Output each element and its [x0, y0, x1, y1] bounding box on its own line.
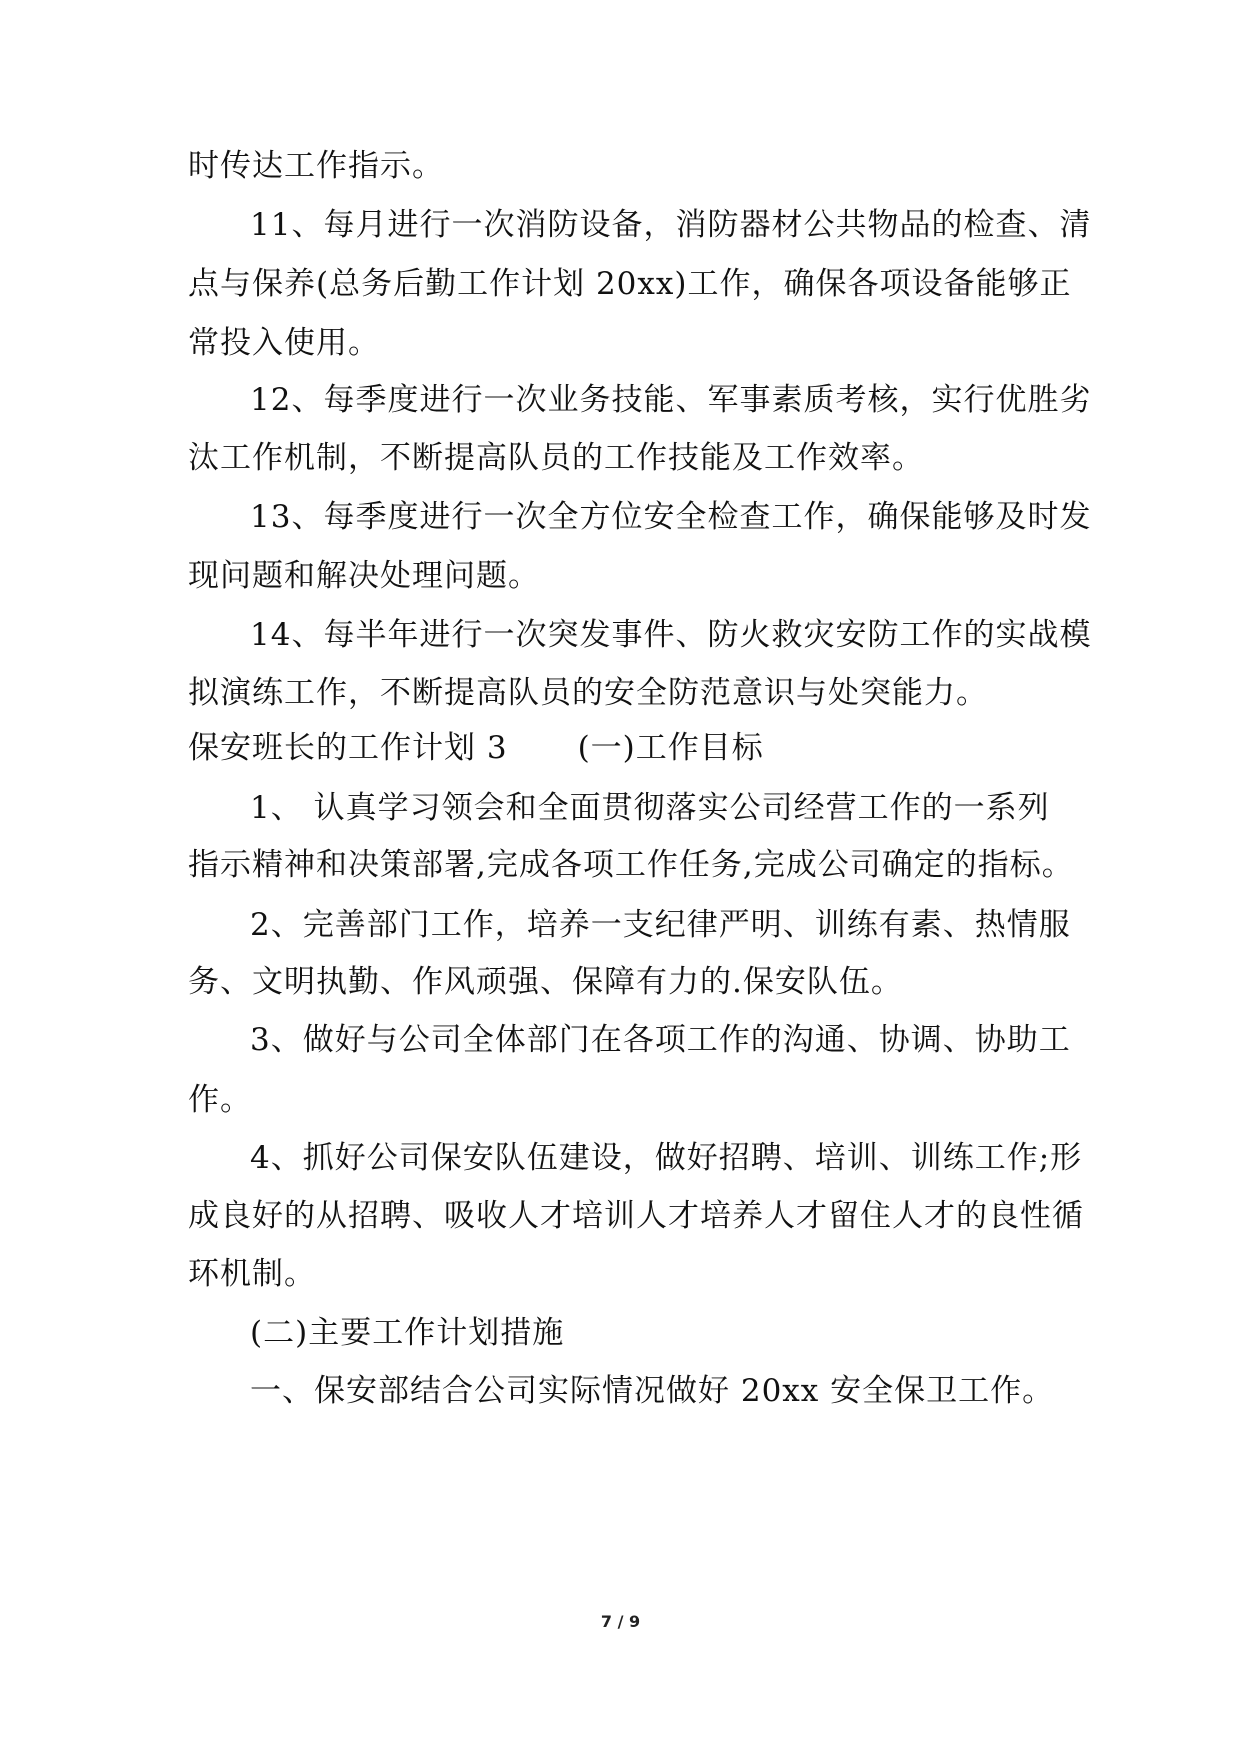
paragraph-11-line: 11、每月进行一次消防设备，消防器材公共物品的检查、清 — [250, 207, 1092, 243]
paragraph-13-line: 现问题和解决处理问题。 — [188, 558, 540, 594]
section-title: 保安班长的工作计划 3 — [188, 730, 508, 766]
page-number: 7 / 9 — [600, 1612, 641, 1631]
paragraph-11-line: 常投入使用。 — [188, 325, 380, 361]
subsection-heading: (二)主要工作计划措施 — [250, 1315, 565, 1351]
goal-4-line: 成良好的从招聘、吸收人才培训人才培养人才留住人才的良性循 — [188, 1198, 1084, 1234]
section-heading — [188, 728, 1068, 768]
goal-3-line: 作。 — [188, 1082, 252, 1118]
paragraph-12-line: 汰工作机制，不断提高队员的工作技能及工作效率。 — [188, 440, 924, 476]
paragraph-13-line: 13、每季度进行一次全方位安全检查工作，确保能够及时发 — [250, 499, 1092, 535]
body-text-line: 时传达工作指示。 — [188, 148, 444, 184]
goal-2-line: 2、完善部门工作，培养一支纪律严明、训练有素、热情服 — [250, 907, 1071, 943]
goal-1-line: 1、 认真学习领会和全面贯彻落实公司经营工作的一系列 — [250, 790, 1050, 826]
paragraph-12-line: 12、每季度进行一次业务技能、军事素质考核，实行优胜劣 — [250, 382, 1092, 418]
paragraph-14-line: 14、每半年进行一次突发事件、防火救灾安防工作的实战模 — [250, 617, 1092, 653]
section-subtitle: (一)工作目标 — [577, 730, 764, 766]
goal-2-line: 务、文明执勤、作风顽强、保障有力的.保安队伍。 — [188, 964, 903, 1000]
goal-1-line: 指示精神和决策部署,完成各项工作任务,完成公司确定的指标。 — [188, 847, 1074, 883]
goal-3-line: 3、做好与公司全体部门在各项工作的沟通、协调、协助工 — [250, 1022, 1071, 1058]
measure-1-line: 一、保安部结合公司实际情况做好 20xx 安全保卫工作。 — [250, 1373, 1055, 1409]
goal-4-line: 4、抓好公司保安队伍建设，做好招聘、培训、训练工作;形 — [250, 1140, 1083, 1176]
paragraph-14-line: 拟演练工作，不断提高队员的安全防范意识与处突能力。 — [188, 675, 988, 711]
goal-4-line: 环机制。 — [188, 1256, 316, 1292]
paragraph-11-line: 点与保养(总务后勤工作计划 20xx)工作，确保各项设备能够正 — [188, 266, 1072, 302]
